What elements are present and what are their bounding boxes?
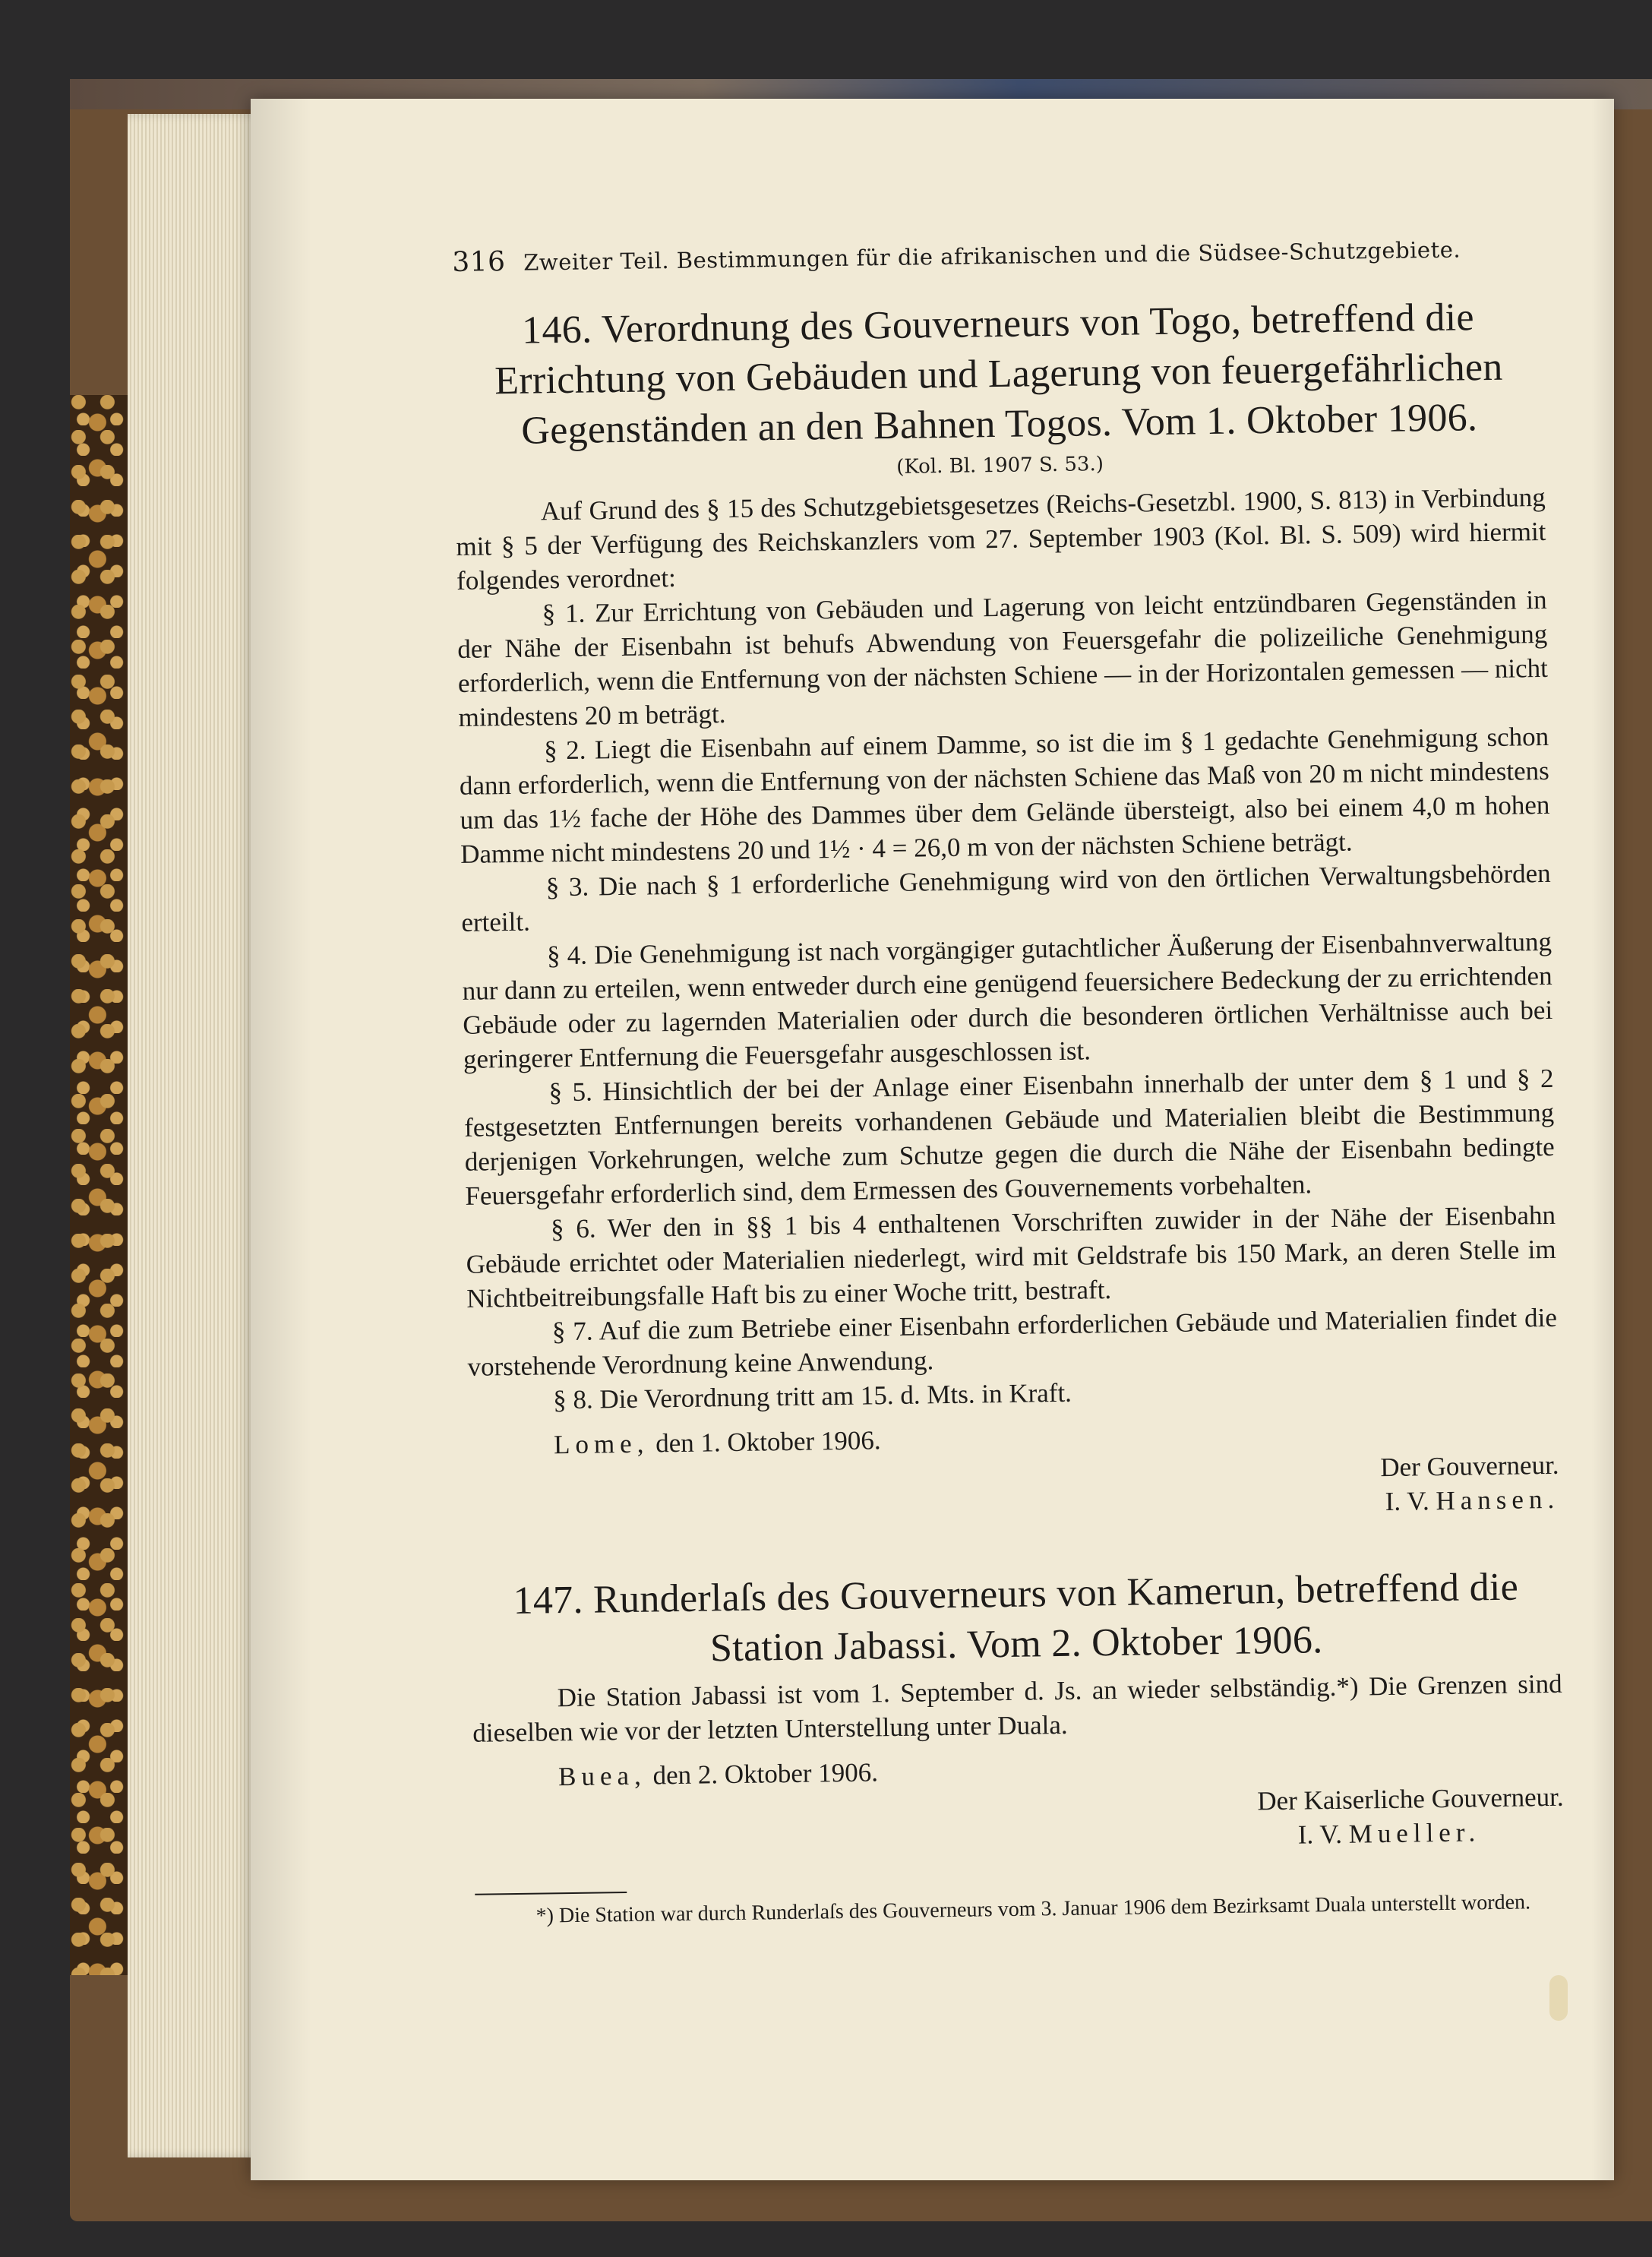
- place: Lome,: [553, 1428, 649, 1460]
- signature-prefix: I. V.: [1385, 1486, 1429, 1517]
- footnote: *) Die Station war durch Runderlaſs des Gouverneurs vom 3. Januar 1906 dem Bezirksamt Duala unterstellt worden.: [535, 1890, 1531, 1928]
- section-146-body: [456, 480, 1559, 1418]
- paragraph: § 7. Auf die zum Betriebe einer Eisenbahn erforderlichen Gebäude und Materialien findet die vorstehende Verordnung keine Anwendung.: [467, 1302, 1558, 1382]
- page-right-edge: [1591, 99, 1614, 2180]
- footnote-rule: [475, 1892, 627, 1895]
- signature-name: Hansen.: [1436, 1484, 1560, 1516]
- page-gutter-shadow: [251, 99, 311, 2180]
- page-tab-mark: [1549, 1975, 1568, 2021]
- signature-prefix: I. V.: [1297, 1819, 1343, 1850]
- paragraph: § 3. Die nach § 1 erforderliche Genehmigung wird von den örtlichen Verwaltungsbehörden erteilt.: [461, 858, 1551, 937]
- paragraph: § 4. Die Genehmigung ist nach vorgängiger gutachtlicher Äußerung der Eisenbahnverwaltung nur dann zu erteilen, wenn entweder durch eine genügend feuersichere Bedeckung der zu errichtenden Gebäude oder zu lagernden Materialien oder durch die besonderen örtlichen Verhältnisse auch bei geringerer Entfernung die Feuersgefahr ausgeschlossen ist.: [462, 926, 1553, 1074]
- paragraph: Die Station Jabassi ist vom 1. September d. Js. an wieder selbständig.*) Die Grenzen sind dieselben wie vor der letzten Unterstellung unter Duala.: [472, 1668, 1562, 1748]
- section-146-source: (Kol. Bl. 1907 S. 53.): [896, 453, 1104, 479]
- paragraph: Auf Grund des § 15 des Schutzgebietsgesetzes (Reichs-Gesetzbl. 1900, S. 813) in Verbindung mit § 5 der Verfügung des Reichskanzlers vom 27. September 1903 (Kol. Bl. S. 509) wird hiermit folgendes verordnet:: [456, 482, 1546, 596]
- running-head-text: Zweiter Teil. Bestimmungen für die afrikanischen und die Südsee-Schutzgebiete.: [523, 236, 1461, 276]
- running-head: [452, 232, 1542, 278]
- place: Buea,: [558, 1760, 647, 1792]
- paragraph: § 1. Zur Errichtung von Gebäuden und Lagerung von leicht entzündbaren Gegenständen in der Nähe der Eisenbahn ist behufs Abwendung von Feuersgefahr die polizeiliche Genehmigung erforderlich, wenn die Entfernung von der nächsten Schiene — in der Horizontalen gemessen — nicht mindestens 20 m beträgt.: [457, 584, 1549, 732]
- section-147-heading: 147. Runderlaſs des Gouverneurs von Kamerun, betreffend die Station Jabassi. Vom 2. Oktober 1906.: [513, 1565, 1519, 1671]
- book-page: [251, 99, 1614, 2180]
- section-147-signature-title: Der Kaiserliche Gouverneur.: [1257, 1781, 1564, 1816]
- section-146-heading: 146. Verordnung des Gouverneurs von Togo, betreffend die Errichtung von Gebäuden und Lagerung von feuergefährlichen Gegenständen an den Bahnen Togos. Vom 1. Oktober 1906.: [494, 296, 1503, 453]
- paragraph: § 6. Wer den in §§ 1 bis 4 enthaltenen Vorschriften zuwider in der Nähe der Eisenbahn Gebäude errichtet oder Materialien niederlegt, wird mit Geldstrafe bis 150 Mark, an deren Stelle im Nichtbeitreibungsfalle Haft bis zu einer Woche tritt, bestraft.: [466, 1200, 1556, 1313]
- page-number: 316: [452, 246, 506, 278]
- date: den 1. Oktober 1906.: [655, 1425, 881, 1459]
- section-146-signature-title: Der Gouverneur.: [1380, 1449, 1559, 1483]
- paragraph: § 2. Liegt die Eisenbahn auf einem Damme, so ist die im § 1 gedachte Genehmigung schon dann erforderlich, wenn die Entfernung von der nächsten Schiene das Maß von 20 m nicht mindestens um das 1½ fache der Höhe des Dammes über dem Gelände übersteigt, also bei einem 4,0 m hohen Damme nicht mindestens 20 und 1½ · 4 = 26,0 m von der nächsten Schiene beträgt.: [459, 721, 1550, 869]
- paragraph: § 5. Hinsichtlich der bei der Anlage einer Eisenbahn innerhalb der unter dem § 1 und § 2 festgesetzten Entfernungen bereits vorhandenen Gebäude und Materialien bleibt die Bestimmung derjenigen Vorkehrungen, welche zum Schutze gegen die durch die Nähe der Eisenbahn bedingte Feuersgefahr erforderlich sind, dem Ermessen des Gouvernements vorbehalten.: [463, 1063, 1555, 1211]
- date: den 2. Oktober 1906.: [652, 1757, 879, 1791]
- signature-name: Mueller.: [1348, 1817, 1481, 1849]
- paragraph: § 8. Die Verordnung tritt am 15. d. Mts. in Kraft.: [552, 1377, 1072, 1415]
- section-147-body: [472, 1667, 1562, 1750]
- page-content: [452, 232, 1565, 1932]
